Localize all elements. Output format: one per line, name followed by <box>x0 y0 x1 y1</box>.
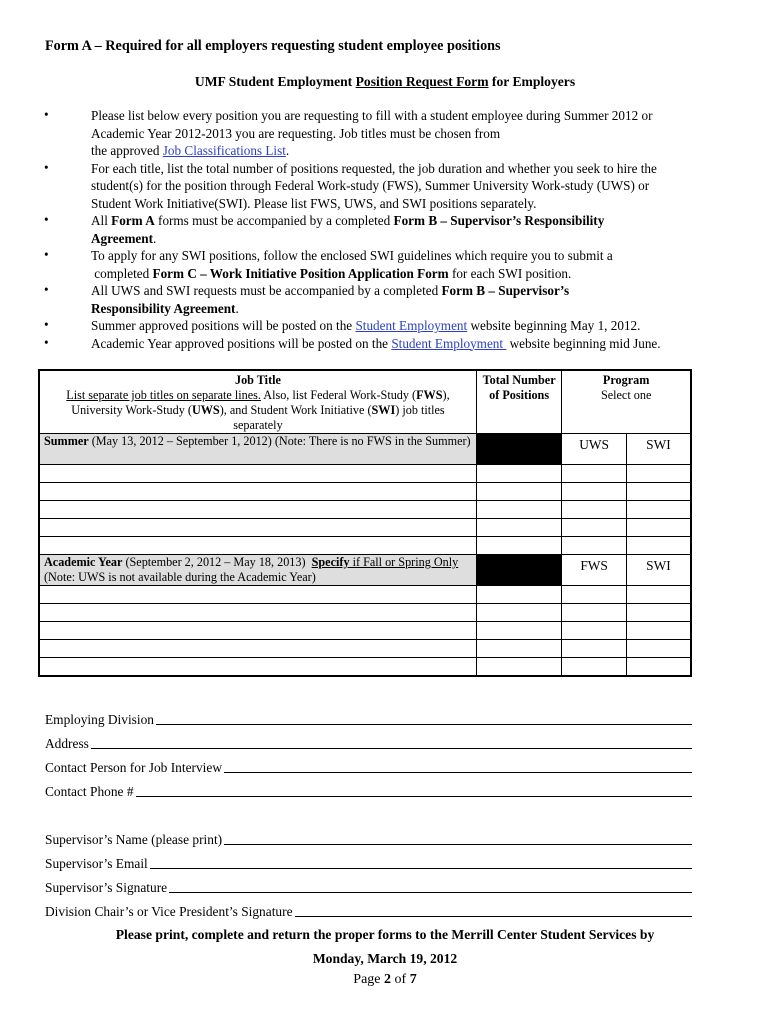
text-span: of <box>391 972 410 987</box>
instruction-item <box>0 282 770 317</box>
program-cell[interactable] <box>626 483 691 501</box>
job-title-cell[interactable] <box>39 658 476 677</box>
program-cell[interactable] <box>626 465 691 483</box>
job-title-cell[interactable] <box>39 483 476 501</box>
text-span: Page <box>353 972 385 987</box>
table-row <box>39 586 691 604</box>
bullet-dot: • <box>44 247 49 262</box>
text-span: ), and Student Work Initiative ( <box>219 403 372 417</box>
bold-text: FWS <box>416 388 443 402</box>
bold-text: Responsibility Agreement <box>91 300 236 316</box>
field-label: Supervisor’s Name (please print) <box>45 832 223 847</box>
fill-line[interactable] <box>295 913 692 917</box>
fill-line[interactable] <box>169 889 692 893</box>
bullet-dot: • <box>44 212 49 227</box>
instruction-line: Please list below every position you are requesting to fill with a student employee during Summer 2012 or <box>91 108 653 123</box>
address-field[interactable] <box>45 732 692 752</box>
summer-label <box>39 434 476 465</box>
table-row <box>39 519 691 537</box>
program-cell[interactable] <box>626 519 691 537</box>
fill-line[interactable] <box>224 769 692 773</box>
text-span: Academic Year approved positions will be posted on the <box>91 335 392 351</box>
program-cell[interactable] <box>626 501 691 519</box>
form-subtitle <box>0 74 770 90</box>
header-text: of Positions <box>489 388 550 402</box>
underlined-text: Specify <box>311 555 350 569</box>
total-cell[interactable] <box>476 640 561 658</box>
positions-table <box>38 369 692 677</box>
blocked-cell <box>476 555 561 586</box>
table-row <box>39 501 691 519</box>
job-title-cell[interactable] <box>39 519 476 537</box>
program-option-swi[interactable]: SWI <box>626 555 691 586</box>
due-date: Monday, March 19, 2012 <box>312 951 458 966</box>
bold-text: Form B – Supervisor’s Responsibility <box>393 213 605 228</box>
program-cell[interactable] <box>626 622 691 640</box>
instruction-item <box>0 247 770 282</box>
program-cell[interactable] <box>562 519 627 537</box>
program-header <box>562 370 691 434</box>
instruction-line <box>91 335 741 353</box>
total-cell[interactable] <box>476 658 561 677</box>
fill-line[interactable] <box>150 865 692 869</box>
division-chair-signature-field[interactable] <box>45 900 692 920</box>
fill-line[interactable] <box>136 793 692 797</box>
summer-section-row <box>39 434 691 465</box>
text-span: University Work-Study ( <box>71 403 192 417</box>
program-cell[interactable] <box>626 658 691 677</box>
job-title-header <box>39 370 476 434</box>
program-cell[interactable] <box>562 586 627 604</box>
program-cell[interactable] <box>626 537 691 555</box>
job-title-cell[interactable] <box>39 604 476 622</box>
instruction-item <box>0 335 770 353</box>
bold-text: Agreement <box>91 230 154 246</box>
job-title-cell[interactable] <box>39 465 476 483</box>
text-span: Also, list Federal Work-Study ( <box>260 388 417 402</box>
text-span: . <box>285 143 290 158</box>
subtitle-prefix: UMF Student Employment <box>194 74 356 89</box>
instruction-item <box>0 160 770 213</box>
bullet-dot: • <box>44 159 49 175</box>
job-title-heading: Job Title <box>234 373 281 387</box>
job-title-cell[interactable] <box>39 586 476 604</box>
table-header-row <box>39 370 691 434</box>
total-cell[interactable] <box>476 537 561 555</box>
program-cell[interactable] <box>562 501 627 519</box>
return-instructions: Please print, complete and return the proper forms to the Merrill Center Student Services by <box>115 927 655 942</box>
page-number <box>0 972 770 988</box>
job-title-cell[interactable] <box>39 640 476 658</box>
text-span: . <box>153 230 157 246</box>
bullet-dot: • <box>44 334 49 350</box>
text-span: for each SWI position. <box>448 265 572 281</box>
bold-text: Form C – Work Initiative Position Application Form <box>152 265 449 281</box>
bold-text: Form B – Supervisor’s <box>441 283 570 298</box>
contact-person-field[interactable] <box>45 756 692 776</box>
program-option-uws[interactable]: UWS <box>562 434 627 465</box>
program-cell[interactable] <box>562 604 627 622</box>
instruction-line: Student Work Initiative(SWI). Please list FWS, UWS, and SWI positions separately. <box>91 195 537 211</box>
total-pages: 7 <box>409 972 417 987</box>
field-label: Contact Person for Job Interview <box>45 760 223 775</box>
total-cell[interactable] <box>476 622 561 640</box>
job-title-cell[interactable] <box>39 537 476 555</box>
text-span: website beginning May 1, 2012. <box>467 318 641 333</box>
underlined-text: if Fall or Spring Only <box>349 555 459 569</box>
program-cell[interactable] <box>562 658 627 677</box>
supervisor-signature-field[interactable] <box>45 876 692 896</box>
field-label: Address <box>45 736 89 751</box>
text-span: (Note: UWS is not available during the Academic Year) <box>44 570 316 584</box>
total-cell[interactable] <box>476 519 561 537</box>
table-row <box>39 640 691 658</box>
text-span: forms must be accompanied by a completed <box>154 213 394 228</box>
instruction-item <box>0 317 770 335</box>
bold-text: Academic Year <box>44 555 123 569</box>
text-span: (May 13, 2012 – September 1, 2012) (Note: There is no FWS in the Summer) <box>88 434 471 448</box>
job-title-cell[interactable] <box>39 622 476 640</box>
program-cell[interactable] <box>562 537 627 555</box>
instruction-item <box>0 212 770 247</box>
fill-line[interactable] <box>91 745 692 749</box>
job-classifications-link[interactable]: Job Classifications List <box>162 143 286 158</box>
program-option-swi[interactable]: SWI <box>626 434 691 465</box>
text-span: the approved <box>91 143 163 158</box>
supervisor-email-field[interactable] <box>45 852 692 872</box>
bullet-dot: • <box>44 107 49 122</box>
header-text: Total Number <box>482 373 556 387</box>
program-cell[interactable] <box>626 640 691 658</box>
student-employment-link[interactable]: Student Employment <box>391 335 507 351</box>
supervisor-name-field[interactable] <box>45 828 692 848</box>
header-text: Select one <box>600 388 652 402</box>
total-cell[interactable] <box>476 483 561 501</box>
instruction-line <box>91 142 741 160</box>
table-row <box>39 622 691 640</box>
program-cell[interactable] <box>626 586 691 604</box>
form-title: Form A – Required for all employers requesting student employee positions <box>45 38 501 54</box>
field-label: Employing Division <box>45 712 154 727</box>
instruction-list <box>0 107 770 352</box>
bullet-dot: • <box>44 282 49 297</box>
field-label: Supervisor’s Signature <box>45 880 168 895</box>
blocked-cell <box>476 434 561 465</box>
total-cell[interactable] <box>476 465 561 483</box>
instruction-line <box>91 265 741 283</box>
text-span: All <box>91 213 112 228</box>
text-span: ), <box>442 388 450 402</box>
academic-section-row <box>39 555 691 586</box>
underlined-text: List separate job titles on separate lines. <box>66 388 261 402</box>
instruction-line <box>91 230 741 248</box>
field-label: Division Chair’s or Vice President’s Signature <box>45 904 293 919</box>
job-title-cell[interactable] <box>39 501 476 519</box>
program-cell[interactable] <box>562 640 627 658</box>
job-title-instructions: separately <box>233 418 283 432</box>
total-cell[interactable] <box>476 501 561 519</box>
employing-division-field[interactable] <box>45 708 692 728</box>
bold-text: SWI <box>371 403 396 417</box>
text-span: . <box>235 300 239 316</box>
bold-text: Summer <box>44 434 89 448</box>
instruction-line: Academic Year 2012-2013 you are requesting. Job titles must be chosen from <box>91 125 501 141</box>
text-span: website beginning mid June. <box>506 335 661 351</box>
program-option-fws[interactable]: FWS <box>562 555 627 586</box>
program-cell[interactable] <box>562 483 627 501</box>
field-label: Supervisor’s Email <box>45 856 148 871</box>
total-cell[interactable] <box>476 586 561 604</box>
instruction-line <box>91 212 741 230</box>
instruction-item <box>0 107 770 160</box>
job-title-instructions <box>44 403 472 418</box>
fill-line[interactable] <box>156 721 692 725</box>
bold-text: Form A <box>111 213 155 228</box>
program-cell[interactable] <box>562 622 627 640</box>
current-page: 2 <box>384 972 392 987</box>
subtitle-underlined: Position Request Form <box>355 74 489 89</box>
job-title-instructions <box>44 388 472 403</box>
instruction-line: For each title, list the total number of positions requested, the job duration and whether you seek to hire the <box>91 160 657 176</box>
text-span: Summer approved positions will be posted on the <box>91 318 356 333</box>
instruction-line: student(s) for the position through Federal Work-study (FWS), Summer University Work-study (UWS) or <box>91 178 650 193</box>
fill-line[interactable] <box>224 841 692 845</box>
student-employment-link[interactable]: Student Employment <box>355 318 468 333</box>
table-row <box>39 537 691 555</box>
subtitle-suffix: for Employers <box>488 74 576 89</box>
instruction-line <box>91 317 741 335</box>
table-row <box>39 658 691 677</box>
bold-text: UWS <box>191 403 220 417</box>
instruction-line <box>91 282 741 300</box>
table-row <box>39 465 691 483</box>
text-span: completed <box>91 265 153 281</box>
text-span: ) job titles <box>395 403 445 417</box>
text-span: All UWS and SWI requests must be accompanied by a completed <box>91 283 442 298</box>
program-cell[interactable] <box>562 465 627 483</box>
program-cell[interactable] <box>626 604 691 622</box>
instruction-line: To apply for any SWI positions, follow the enclosed SWI guidelines which require you to submit a <box>91 248 613 263</box>
academic-label <box>39 555 476 586</box>
instruction-line <box>91 300 741 318</box>
contact-phone-field[interactable] <box>45 780 692 800</box>
text-span: (September 2, 2012 – May 18, 2013) <box>122 555 312 569</box>
table-row <box>39 604 691 622</box>
bullet-dot: • <box>44 317 49 332</box>
table-row <box>39 483 691 501</box>
header-text: Program <box>602 373 650 387</box>
total-positions-header <box>476 370 561 434</box>
total-cell[interactable] <box>476 604 561 622</box>
field-label: Contact Phone # <box>45 784 134 799</box>
